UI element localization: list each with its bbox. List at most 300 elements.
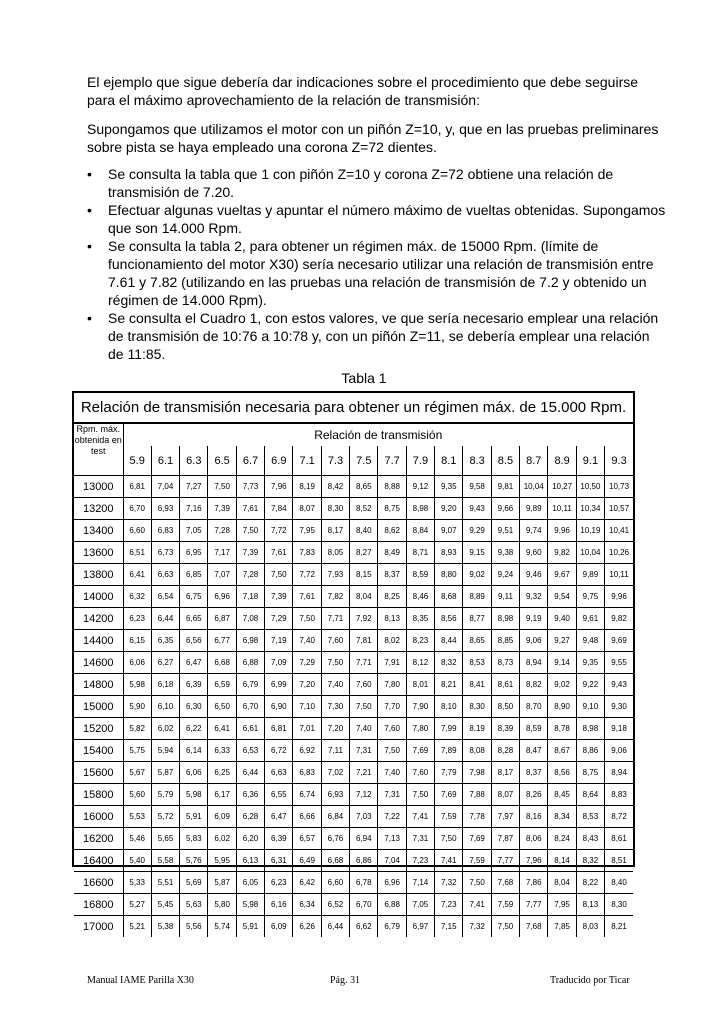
ratio-cell: 7,05 — [406, 894, 434, 916]
ratio-cell: 6,51 — [123, 542, 151, 564]
ratio-cell: 6,78 — [350, 872, 378, 894]
ratio-column-header: 7.5 — [350, 446, 378, 476]
ratio-cell: 7,23 — [406, 850, 434, 872]
footer-document-title: Manual IAME Parilla X30 — [87, 975, 194, 986]
ratio-column-header: 9.3 — [605, 446, 633, 476]
ratio-cell: 8,52 — [350, 498, 378, 520]
rpm-cell: 15000 — [74, 696, 123, 718]
ratio-cell: 5,58 — [151, 850, 179, 872]
ratio-cell: 8,59 — [406, 564, 434, 586]
ratio-cell: 7,40 — [321, 674, 349, 696]
ratio-cell: 9,19 — [520, 608, 548, 630]
ratio-cell: 7,59 — [435, 806, 463, 828]
ratio-cell: 6,77 — [208, 630, 236, 652]
ratio-cell: 5,60 — [123, 784, 151, 806]
ratio-cell: 6,09 — [208, 806, 236, 828]
ratio-cell: 8,82 — [520, 674, 548, 696]
ratio-cell: 8,73 — [491, 652, 519, 674]
ratio-cell: 9,30 — [605, 696, 633, 718]
ratio-cell: 6,18 — [151, 674, 179, 696]
ratio-cell: 6,30 — [180, 696, 208, 718]
ratio-cell: 8,37 — [520, 762, 548, 784]
table-row — [74, 608, 633, 630]
ratio-cell: 8,46 — [406, 586, 434, 608]
ratio-cell: 6,13 — [236, 850, 264, 872]
ratio-cell: 9,27 — [548, 630, 576, 652]
ratio-cell: 6,52 — [321, 894, 349, 916]
ratio-cell: 7,16 — [180, 498, 208, 520]
ratio-cell: 8,06 — [520, 828, 548, 850]
ratio-cell: 8,19 — [463, 718, 491, 740]
ratio-cell: 8,30 — [463, 696, 491, 718]
ratio-cell: 6,25 — [208, 762, 236, 784]
ratio-cell: 9,35 — [435, 476, 463, 498]
table-label: Tabla 1 — [341, 370, 387, 386]
ratio-cell: 6,61 — [236, 718, 264, 740]
ratio-cell: 5,21 — [123, 916, 151, 938]
ratio-cell: 7,59 — [491, 894, 519, 916]
ratio-cell: 6,68 — [321, 850, 349, 872]
ratio-cell: 8,05 — [321, 542, 349, 564]
ratio-column-header: 8.1 — [435, 446, 463, 476]
ratio-cell: 7,28 — [208, 520, 236, 542]
ratio-cell: 7,86 — [520, 872, 548, 894]
ratio-cell: 5,79 — [151, 784, 179, 806]
ratio-cell: 5,67 — [123, 762, 151, 784]
ratio-cell: 7,20 — [321, 718, 349, 740]
ratio-cell: 6,20 — [236, 828, 264, 850]
ratio-cell: 6,41 — [123, 564, 151, 586]
ratio-cell: 6,23 — [265, 872, 293, 894]
ratio-cell: 6,16 — [265, 894, 293, 916]
ratio-cell: 6,35 — [151, 630, 179, 652]
ratio-cell: 8,19 — [293, 476, 321, 498]
ratio-cell: 8,14 — [548, 850, 576, 872]
ratio-cell: 8,88 — [378, 476, 406, 498]
ratio-cell: 6,83 — [151, 520, 179, 542]
ratio-cell: 9,06 — [520, 630, 548, 652]
ratio-cell: 8,61 — [605, 828, 633, 850]
ratio-cell: 8,56 — [548, 762, 576, 784]
ratio-cell: 6,05 — [236, 872, 264, 894]
ratio-cell: 6,42 — [293, 872, 321, 894]
ratio-cell: 9,35 — [576, 652, 604, 674]
ratio-cell: 7,70 — [378, 696, 406, 718]
bullet-icon: • — [87, 238, 92, 254]
ratio-cell: 7,99 — [435, 718, 463, 740]
ratio-cell: 7,69 — [435, 784, 463, 806]
rpm-cell: 16200 — [74, 828, 123, 850]
ratio-cell: 9,43 — [463, 498, 491, 520]
ratio-cell: 6,36 — [236, 784, 264, 806]
ratio-cell: 7,87 — [491, 828, 519, 850]
ratio-cell: 7,39 — [208, 498, 236, 520]
rpm-cell: 16000 — [74, 806, 123, 828]
ratio-cell: 7,60 — [350, 674, 378, 696]
ratio-cell: 6,50 — [208, 696, 236, 718]
ratio-cell: 8,23 — [406, 630, 434, 652]
ratio-cell: 6,75 — [180, 586, 208, 608]
ratio-cell: 7,11 — [321, 740, 349, 762]
ratio-cell: 8,37 — [378, 564, 406, 586]
ratio-cell: 6,47 — [265, 806, 293, 828]
ratio-cell: 8,89 — [463, 586, 491, 608]
ratio-cell: 8,04 — [548, 872, 576, 894]
ratio-cell: 8,39 — [491, 718, 519, 740]
ratio-cell: 7,19 — [265, 630, 293, 652]
ratio-cell: 6,94 — [350, 828, 378, 850]
ratio-column-header: 9.1 — [576, 446, 604, 476]
ratio-cell: 7,97 — [491, 806, 519, 828]
ratio-cell: 9,15 — [463, 542, 491, 564]
ratio-cell: 8,68 — [435, 586, 463, 608]
ratio-cell: 9,58 — [463, 476, 491, 498]
ratio-cell: 8,44 — [435, 630, 463, 652]
table-row — [74, 476, 633, 498]
ratio-cell: 7,85 — [548, 916, 576, 938]
ratio-cell: 6,44 — [236, 762, 264, 784]
bullet-icon: • — [87, 166, 92, 182]
ratio-cell: 7,61 — [265, 542, 293, 564]
ratio-cell: 5,27 — [123, 894, 151, 916]
ratio-cell: 9,06 — [605, 740, 633, 762]
ratio-cell: 6,83 — [293, 762, 321, 784]
ratio-cell: 7,50 — [321, 652, 349, 674]
ratio-cell: 5,72 — [151, 806, 179, 828]
ratio-cell: 6,96 — [378, 872, 406, 894]
rpm-cell: 17000 — [74, 916, 123, 938]
ratio-cell: 6,17 — [208, 784, 236, 806]
table-row — [74, 542, 633, 564]
step-text: Efectuar algunas vueltas y apuntar el número máximo de vueltas obtenidas. Supongamos que son 14.000 Rpm. — [108, 202, 666, 236]
ratio-cell: 6,81 — [123, 476, 151, 498]
ratio-cell: 6,98 — [236, 630, 264, 652]
ratio-cell: 6,99 — [265, 674, 293, 696]
ratio-cell: 8,85 — [491, 630, 519, 652]
ratio-cell: 9,48 — [576, 630, 604, 652]
ratio-cell: 6,44 — [151, 608, 179, 630]
ratio-cell: 6,96 — [208, 586, 236, 608]
ratio-cell: 5,45 — [151, 894, 179, 916]
ratio-column-header: 7.1 — [293, 446, 321, 476]
ratio-cell: 7,29 — [265, 608, 293, 630]
bullet-icon: • — [87, 202, 92, 218]
ratio-cell: 6,57 — [293, 828, 321, 850]
ratio-column-header: 7.9 — [406, 446, 434, 476]
rpm-cell: 13800 — [74, 564, 123, 586]
transmission-table — [72, 391, 635, 933]
ratio-cell: 7,32 — [435, 872, 463, 894]
ratio-cell: 6,95 — [180, 542, 208, 564]
footer-page-number: Pág. 31 — [330, 975, 360, 986]
ratio-cell: 7,71 — [321, 608, 349, 630]
ratio-cell: 8,53 — [463, 652, 491, 674]
ratio-cell: 8,08 — [463, 740, 491, 762]
ratio-cell: 10,26 — [605, 542, 633, 564]
ratio-cell: 8,49 — [378, 542, 406, 564]
ratio-cell: 6,09 — [265, 916, 293, 938]
ratio-cell: 7,40 — [293, 630, 321, 652]
ratio-cell: 8,01 — [406, 674, 434, 696]
ratio-cell: 9,55 — [605, 652, 633, 674]
ratio-cell: 6,10 — [151, 696, 179, 718]
ratio-cell: 7,90 — [406, 696, 434, 718]
ratio-cell: 5,95 — [208, 850, 236, 872]
ratio-cell: 7,50 — [435, 828, 463, 850]
ratio-cell: 7,13 — [378, 828, 406, 850]
ratio-cell: 6,02 — [151, 718, 179, 740]
ratio-cell: 5,75 — [123, 740, 151, 762]
ratio-cell: 7,69 — [406, 740, 434, 762]
ratio-cell: 6,54 — [151, 586, 179, 608]
ratio-cell: 6,15 — [123, 630, 151, 652]
ratio-cell: 6,41 — [208, 718, 236, 740]
rpm-cell: 16400 — [74, 850, 123, 872]
ratio-cell: 9,20 — [435, 498, 463, 520]
ratio-cell: 8,70 — [520, 696, 548, 718]
ratio-cell: 8,07 — [293, 498, 321, 520]
ratio-cell: 6,14 — [180, 740, 208, 762]
ratio-cell: 10,11 — [548, 498, 576, 520]
ratio-cell: 9,54 — [548, 586, 576, 608]
ratio-column-header: 6.1 — [151, 446, 179, 476]
ratio-cell: 9,11 — [491, 586, 519, 608]
ratio-cell: 6,65 — [180, 608, 208, 630]
ratio-cell: 7,17 — [208, 542, 236, 564]
ratio-cell: 6,47 — [180, 652, 208, 674]
table-heading: Relación de transmisión necesaria para obtener un régimen máx. de 15.000 Rpm. — [74, 393, 633, 423]
ratio-cell: 9,60 — [520, 542, 548, 564]
ratio-cell: 7,72 — [293, 564, 321, 586]
ratio-cell: 6,70 — [123, 498, 151, 520]
ratio-cell: 10,34 — [576, 498, 604, 520]
ratio-cell: 9,96 — [605, 586, 633, 608]
ratio-cell: 7,61 — [236, 498, 264, 520]
table-row — [74, 850, 633, 872]
ratio-cell: 5,74 — [208, 916, 236, 938]
ratio-cell: 6,86 — [350, 850, 378, 872]
ratio-cell: 9,89 — [576, 564, 604, 586]
ratio-cell: 7,04 — [151, 476, 179, 498]
ratio-column-header: 6.7 — [236, 446, 264, 476]
ratio-cell: 5,90 — [123, 696, 151, 718]
ratio-cell: 9,40 — [548, 608, 576, 630]
ratio-cell: 7,50 — [293, 608, 321, 630]
ratio-cell: 8,16 — [520, 806, 548, 828]
table-row — [74, 674, 633, 696]
ratio-cell: 6,63 — [265, 762, 293, 784]
assumption-paragraph: Supongamos que utilizamos el motor con un piñón Z=10, y, que en las pruebas preliminares sobre pista se haya empleado una corona Z=72 dientes. — [87, 121, 659, 155]
table-row — [74, 696, 633, 718]
ratio-cell: 7,95 — [293, 520, 321, 542]
ratio-cell: 10,04 — [520, 476, 548, 498]
ratio-cell: 7,80 — [406, 718, 434, 740]
bullet-icon: • — [87, 310, 92, 326]
ratio-cell: 5,98 — [236, 894, 264, 916]
ratio-cell: 7,27 — [180, 476, 208, 498]
ratio-cell: 10,19 — [576, 520, 604, 542]
ratio-cell: 9,14 — [548, 652, 576, 674]
ratio-cell: 6,68 — [208, 652, 236, 674]
ratio-cell: 9,02 — [548, 674, 576, 696]
ratio-cell: 7,50 — [208, 476, 236, 498]
ratio-column-header: 6.9 — [265, 446, 293, 476]
ratio-cell: 9,22 — [576, 674, 604, 696]
ratio-cell: 8,59 — [520, 718, 548, 740]
ratio-cell: 8,51 — [605, 850, 633, 872]
ratio-cell: 7,77 — [520, 894, 548, 916]
ratio-cell: 8,13 — [378, 608, 406, 630]
ratio-cell: 6,79 — [236, 674, 264, 696]
ratio-cell: 6,02 — [208, 828, 236, 850]
ratio-cell: 9,32 — [520, 586, 548, 608]
ratio-cell: 8,30 — [321, 498, 349, 520]
list-item — [87, 309, 667, 363]
ratio-cell: 8,77 — [463, 608, 491, 630]
ratio-cell: 8,10 — [435, 696, 463, 718]
ratio-column-header: 7.3 — [321, 446, 349, 476]
ratio-cell: 6,93 — [151, 498, 179, 520]
table-row — [74, 762, 633, 784]
ratio-cell: 8,86 — [576, 740, 604, 762]
ratio-cell: 10,50 — [576, 476, 604, 498]
ratio-cell: 7,41 — [463, 894, 491, 916]
ratio-cell: 5,63 — [180, 894, 208, 916]
table-row — [74, 586, 633, 608]
ratio-cell: 6,49 — [293, 850, 321, 872]
ratio-cell: 6,27 — [151, 652, 179, 674]
ratio-cell: 7,30 — [321, 696, 349, 718]
list-item — [87, 237, 667, 309]
ratio-column-header: 8.3 — [463, 446, 491, 476]
ratio-cell: 6,23 — [123, 608, 151, 630]
ratio-cell: 6,92 — [293, 740, 321, 762]
ratio-cell: 8,34 — [548, 806, 576, 828]
ratio-cell: 8,42 — [321, 476, 349, 498]
ratio-column-header: 5.9 — [123, 446, 151, 476]
ratio-column-header: 8.9 — [548, 446, 576, 476]
ratio-column-header: 8.7 — [520, 446, 548, 476]
ratio-cell: 7,83 — [293, 542, 321, 564]
rpm-cell: 14000 — [74, 586, 123, 608]
ratio-cell: 7,73 — [236, 476, 264, 498]
ratio-cell: 7,41 — [435, 850, 463, 872]
ratio-cell: 6,31 — [265, 850, 293, 872]
step-text: Se consulta el Cuadro 1, con estos valores, ve que sería necesario emplear una relación de transmisión de 10:76 a 10:78 y, con un piñón Z=11, se debería emplear una relación de 11:85. — [108, 310, 659, 362]
ratio-cell: 6,59 — [208, 674, 236, 696]
ratio-cell: 8,43 — [576, 828, 604, 850]
ratio-cell: 7,18 — [236, 586, 264, 608]
ratio-cell: 9,38 — [491, 542, 519, 564]
rpm-cell: 13000 — [74, 476, 123, 498]
ratio-cell: 6,53 — [236, 740, 264, 762]
table-row — [74, 718, 633, 740]
ratio-cell: 7,08 — [236, 608, 264, 630]
ratio-cell: 7,89 — [435, 740, 463, 762]
ratio-cell: 5,38 — [151, 916, 179, 938]
ratio-cell: 8,24 — [548, 828, 576, 850]
ratio-cell: 5,69 — [180, 872, 208, 894]
ratio-column-header: 6.5 — [208, 446, 236, 476]
ratio-cell: 8,30 — [605, 894, 633, 916]
rpm-cell: 13400 — [74, 520, 123, 542]
table-row — [74, 872, 633, 894]
ratio-cell: 9,51 — [491, 520, 519, 542]
ratio-cell: 10,57 — [605, 498, 633, 520]
ratio-cell: 8,98 — [491, 608, 519, 630]
table-row — [74, 806, 633, 828]
ratio-cell: 5,82 — [123, 718, 151, 740]
ratio-cell: 10,27 — [548, 476, 576, 498]
ratio-cell: 6,73 — [151, 542, 179, 564]
ratio-cell: 8,45 — [548, 784, 576, 806]
ratio-cell: 6,26 — [293, 916, 321, 938]
ratio-cell: 8,21 — [605, 916, 633, 938]
ratio-cell: 6,39 — [180, 674, 208, 696]
ratio-cell: 9,81 — [491, 476, 519, 498]
ratio-cell: 10,73 — [605, 476, 633, 498]
ratio-cell: 7,50 — [378, 740, 406, 762]
rpm-cell: 15600 — [74, 762, 123, 784]
ratio-cell: 9,43 — [605, 674, 633, 696]
ratio-cell: 7,50 — [406, 784, 434, 806]
ratio-cell: 7,95 — [548, 894, 576, 916]
ratio-column-header: 8.5 — [491, 446, 519, 476]
ratio-cell: 7,50 — [350, 696, 378, 718]
ratio-cell: 8,21 — [435, 674, 463, 696]
ratio-cell: 8,93 — [435, 542, 463, 564]
ratio-cell: 7,12 — [350, 784, 378, 806]
ratio-cell: 5,76 — [180, 850, 208, 872]
ratio-cell: 10,11 — [605, 564, 633, 586]
ratio-cell: 7,31 — [350, 740, 378, 762]
ratio-cell: 8,98 — [576, 718, 604, 740]
ratio-cell: 7,31 — [406, 828, 434, 850]
ratio-cell: 8,65 — [350, 476, 378, 498]
ratio-cell: 9,69 — [605, 630, 633, 652]
ratio-cell: 8,67 — [548, 740, 576, 762]
ratio-cell: 8,56 — [435, 608, 463, 630]
ratio-cell: 6,90 — [265, 696, 293, 718]
ratio-group-header: Relación de transmisión — [123, 424, 633, 447]
ratio-cell: 8,71 — [406, 542, 434, 564]
ratio-cell: 6,60 — [123, 520, 151, 542]
ratio-cell: 9,29 — [463, 520, 491, 542]
ratio-cell: 8,28 — [491, 740, 519, 762]
ratio-cell: 9,10 — [576, 696, 604, 718]
list-item — [87, 201, 667, 237]
footer-translator: Traducido por Ticar — [550, 975, 630, 986]
ratio-cell: 9,12 — [406, 476, 434, 498]
ratio-cell: 5,83 — [180, 828, 208, 850]
ratio-cell: 7,21 — [350, 762, 378, 784]
ratio-cell: 7,40 — [350, 718, 378, 740]
ratio-grid — [74, 423, 633, 937]
ratio-cell: 6,39 — [265, 828, 293, 850]
ratio-cell: 7,02 — [321, 762, 349, 784]
ratio-cell: 7,20 — [293, 674, 321, 696]
ratio-cell: 5,53 — [123, 806, 151, 828]
ratio-cell: 7,07 — [208, 564, 236, 586]
ratio-cell: 7,32 — [463, 916, 491, 938]
ratio-cell: 8,90 — [548, 696, 576, 718]
ratio-cell: 8,26 — [520, 784, 548, 806]
ratio-cell: 9,07 — [435, 520, 463, 542]
rpm-cell: 15400 — [74, 740, 123, 762]
ratio-cell: 8,12 — [406, 652, 434, 674]
ratio-cell: 7,60 — [406, 762, 434, 784]
ratio-cell: 8,22 — [576, 872, 604, 894]
